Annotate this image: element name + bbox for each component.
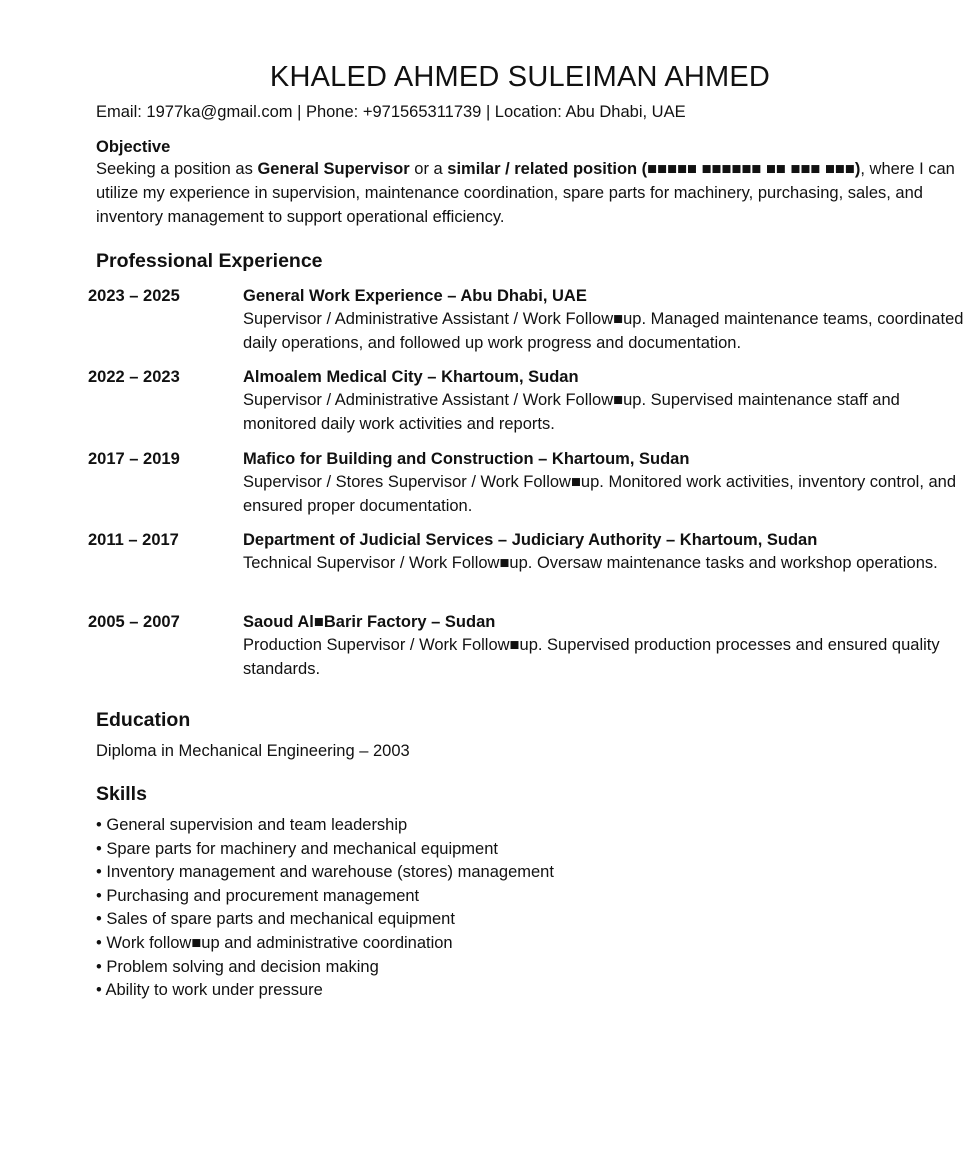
skills-heading: Skills	[96, 783, 147, 805]
experience-body	[243, 611, 965, 682]
skills-list	[96, 814, 554, 1003]
experience-dates: 2022 – 2023	[88, 368, 180, 386]
education-heading: Education	[96, 709, 191, 731]
experience-body	[243, 529, 965, 576]
experience-body	[243, 448, 965, 519]
experience-title: Almoalem Medical City – Khartoum, Sudan	[243, 368, 579, 386]
experience-description: Production Supervisor / Work Follow■up. Supervised production processes and ensured quality standards.	[243, 636, 940, 678]
skill-item: • Sales of spare parts and mechanical equipment	[96, 910, 455, 929]
experience-description: Supervisor / Administrative Assistant / Work Follow■up. Managed maintenance teams, coordinated daily operations, and followed up work progress and documentation.	[243, 310, 964, 352]
experience-dates: 2023 – 2025	[88, 287, 180, 305]
experience-dates: 2011 – 2017	[88, 531, 179, 549]
experience-description: Supervisor / Stores Supervisor / Work Follow■up. Monitored work activities, inventory control, and ensured proper documentation.	[243, 473, 957, 515]
objective-position-primary: General Supervisor	[257, 160, 410, 178]
objective-connector: or a	[409, 160, 448, 178]
education-entry: Diploma in Mechanical Engineering – 2003	[96, 742, 410, 760]
experience-title: General Work Experience – Abu Dhabi, UAE	[243, 287, 587, 305]
objective-heading: Objective	[96, 138, 171, 156]
objective-text	[96, 158, 971, 229]
skill-item: • Work follow■up and administrative coordination	[96, 933, 453, 952]
experience-heading: Professional Experience	[96, 250, 323, 272]
objective-intro: Seeking a position as	[96, 160, 258, 178]
skill-item: • Inventory management and warehouse (stores) management	[96, 863, 554, 882]
experience-body	[243, 285, 965, 356]
skill-item: • Problem solving and decision making	[96, 957, 379, 976]
experience-dates: 2017 – 2019	[88, 450, 180, 468]
objective-rest: , where I can utilize my experience in supervision, maintenance coordination, spare parts for machinery, purchasing, sales, and inventory management to support operational efficiency.	[96, 160, 955, 226]
experience-title: Department of Judicial Services – Judiciary Authority – Khartoum, Sudan	[243, 531, 818, 549]
experience-body	[243, 366, 965, 437]
objective-position-secondary: similar / related position (■■■■■ ■■■■■■ ■■ ■■■ ■■■)	[447, 160, 861, 178]
skill-item: • General supervision and team leadership	[96, 816, 408, 834]
skill-item: • Spare parts for machinery and mechanical equipment	[96, 839, 498, 858]
experience-description: Supervisor / Administrative Assistant / Work Follow■up. Supervised maintenance staff and monitored daily work activities and reports.	[243, 391, 900, 433]
experience-description: Technical Supervisor / Work Follow■up. Oversaw maintenance tasks and workshop operations.	[243, 554, 938, 572]
contact-line: Email: 1977ka@gmail.com | Phone: +971565311739 | Location: Abu Dhabi, UAE	[96, 103, 686, 121]
experience-dates: 2005 – 2007	[88, 613, 180, 631]
objective-section	[96, 136, 971, 229]
experience-title: Saoud Al■Barir Factory – Sudan	[243, 613, 496, 631]
candidate-name: KHALED AHMED SULEIMAN AHMED	[269, 61, 771, 93]
skill-item: • Purchasing and procurement management	[96, 886, 420, 905]
experience-title: Mafico for Building and Construction – Khartoum, Sudan	[243, 450, 690, 468]
skill-item: • Ability to work under pressure	[96, 981, 323, 1000]
